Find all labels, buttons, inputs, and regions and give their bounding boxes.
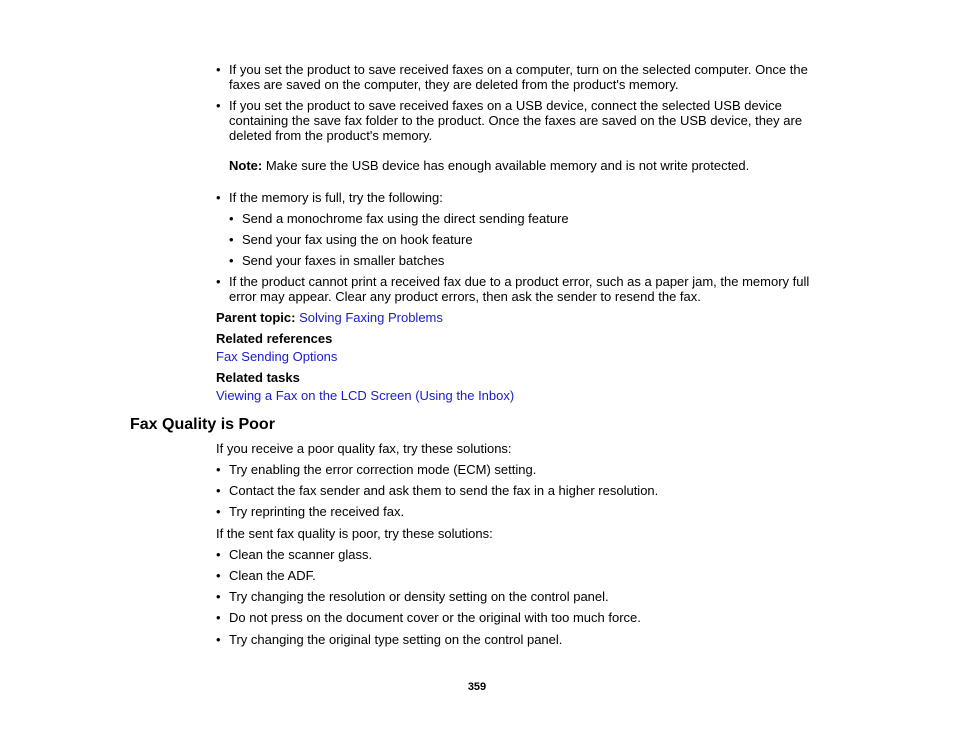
list-item: • Clean the scanner glass. xyxy=(216,547,829,562)
list-item: • Send your faxes in smaller batches xyxy=(229,253,822,268)
list-item: • If the memory is full, try the following: xyxy=(216,190,829,205)
list-item: • If you set the product to save received faxes on a USB device, connect the selected USB device containing the save fax folder to the product. Once the faxes are saved on the USB device, they are deleted from the product's memory. xyxy=(216,98,829,143)
related-task-link[interactable]: Viewing a Fax on the LCD Screen (Using the Inbox) xyxy=(216,388,515,403)
list-item: • Try reprinting the received fax. xyxy=(216,504,829,519)
list-item: • Try enabling the error correction mode (ECM) setting. xyxy=(216,462,829,477)
note-text: Make sure the USB device has enough available memory and is not write protected. xyxy=(262,158,750,173)
parent-topic-link[interactable]: Solving Faxing Problems xyxy=(299,310,443,325)
list-item: • If you set the product to save received faxes on a computer, turn on the selected computer. Once the faxes are saved on the computer, they are deleted from the product's memory. xyxy=(216,62,829,92)
related-reference-link[interactable]: Fax Sending Options xyxy=(216,349,338,364)
note-label: Note: xyxy=(229,158,263,173)
parent-topic-label: Parent topic: xyxy=(216,310,296,325)
list-item: • Try changing the resolution or density setting on the control panel. xyxy=(216,589,829,604)
note xyxy=(229,158,814,173)
parent-topic xyxy=(216,310,814,325)
list-item: • Do not press on the document cover or the original with too much force. xyxy=(216,610,829,625)
sent-intro: If the sent fax quality is poor, try these solutions: xyxy=(216,526,493,541)
list-item: • Send a monochrome fax using the direct sending feature xyxy=(229,211,822,226)
list-item: • Contact the fax sender and ask them to send the fax in a higher resolution. xyxy=(216,483,829,498)
list-item: • Clean the ADF. xyxy=(216,568,829,583)
received-intro: If you receive a poor quality fax, try these solutions: xyxy=(216,441,512,456)
related-references-label: Related references xyxy=(216,331,333,346)
list-item: • Try changing the original type setting on the control panel. xyxy=(216,632,829,647)
page-number: 359 xyxy=(467,681,487,693)
list-item: • Send your fax using the on hook feature xyxy=(229,232,822,247)
section-heading: Fax Quality is Poor xyxy=(130,416,275,433)
related-tasks-label: Related tasks xyxy=(216,370,300,385)
list-item: • If the product cannot print a received fax due to a product error, such as a paper jam, the memory full error may appear. Clear any product errors, then ask the sender to resend the fax. xyxy=(216,274,829,304)
